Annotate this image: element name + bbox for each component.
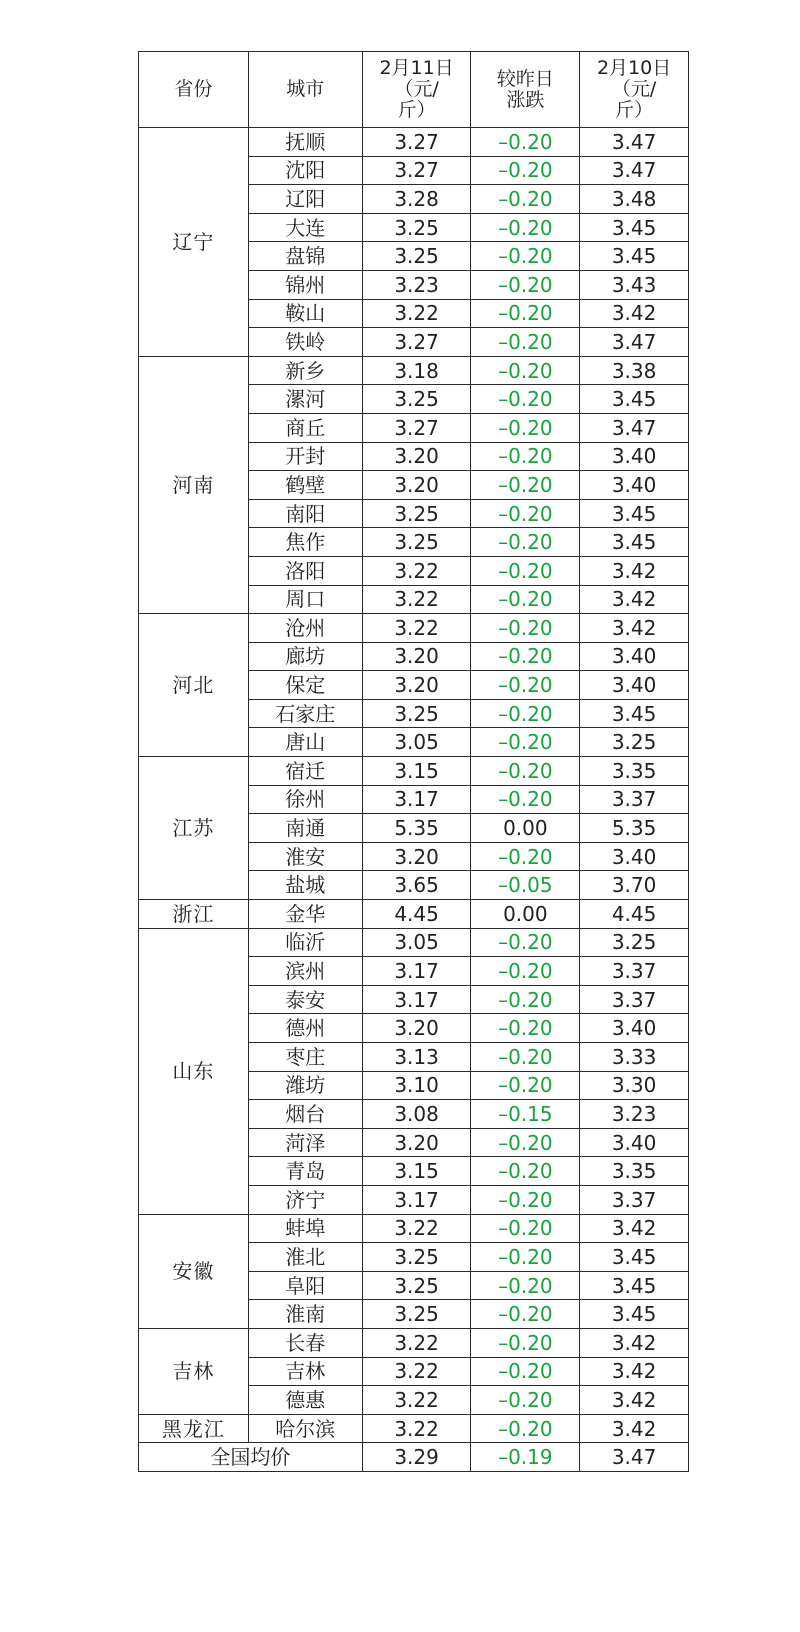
price-feb10-cell: 3.40 bbox=[580, 642, 689, 671]
price-feb11-cell: 3.25 bbox=[362, 242, 471, 271]
price-feb11-cell: 3.17 bbox=[362, 1185, 471, 1214]
national-average-label: 全国均价 bbox=[139, 1443, 363, 1472]
table-row bbox=[139, 614, 689, 643]
change-cell: –0.20 bbox=[471, 757, 580, 786]
price-feb10-cell: 3.45 bbox=[580, 499, 689, 528]
city-cell: 新乡 bbox=[248, 356, 362, 385]
price-feb10-cell: 3.42 bbox=[580, 585, 689, 614]
price-feb10-cell: 3.42 bbox=[580, 1214, 689, 1243]
table-header bbox=[139, 52, 689, 128]
city-cell: 蚌埠 bbox=[248, 1214, 362, 1243]
province-cell: 辽宁 bbox=[139, 128, 249, 357]
price-feb10-cell: 3.42 bbox=[580, 614, 689, 643]
price-feb11-cell: 3.65 bbox=[362, 871, 471, 900]
price-feb10-cell: 3.47 bbox=[580, 156, 689, 185]
table-body bbox=[139, 128, 689, 1443]
change-cell: –0.20 bbox=[471, 842, 580, 871]
city-cell: 滨州 bbox=[248, 957, 362, 986]
change-cell: –0.20 bbox=[471, 728, 580, 757]
table-row bbox=[139, 1214, 689, 1243]
province-cell: 安徽 bbox=[139, 1214, 249, 1328]
change-cell: –0.20 bbox=[471, 242, 580, 271]
price-feb11-cell: 3.22 bbox=[362, 556, 471, 585]
change-cell: –0.05 bbox=[471, 871, 580, 900]
table-row bbox=[139, 900, 689, 929]
change-cell: –0.20 bbox=[471, 1328, 580, 1357]
city-cell: 济宁 bbox=[248, 1185, 362, 1214]
header-price-feb11: 2月11日 （元/ 斤） bbox=[362, 52, 471, 128]
city-cell: 锦州 bbox=[248, 270, 362, 299]
price-feb11-cell: 3.20 bbox=[362, 842, 471, 871]
city-cell: 临沂 bbox=[248, 928, 362, 957]
city-cell: 开封 bbox=[248, 442, 362, 471]
change-cell: –0.20 bbox=[471, 1214, 580, 1243]
price-feb10-cell: 3.45 bbox=[580, 1300, 689, 1329]
price-table bbox=[138, 51, 689, 1472]
city-cell: 长春 bbox=[248, 1328, 362, 1357]
price-feb11-cell: 3.25 bbox=[362, 1243, 471, 1272]
national-average-change: –0.19 bbox=[471, 1443, 580, 1472]
change-cell: –0.20 bbox=[471, 928, 580, 957]
change-cell: –0.20 bbox=[471, 699, 580, 728]
price-feb10-cell: 3.35 bbox=[580, 1157, 689, 1186]
table-row bbox=[139, 1414, 689, 1443]
price-feb11-cell: 3.25 bbox=[362, 385, 471, 414]
city-cell: 潍坊 bbox=[248, 1071, 362, 1100]
header-row bbox=[139, 52, 689, 128]
city-cell: 商丘 bbox=[248, 413, 362, 442]
price-feb11-cell: 3.15 bbox=[362, 757, 471, 786]
city-cell: 宿迁 bbox=[248, 757, 362, 786]
price-feb10-cell: 3.45 bbox=[580, 528, 689, 557]
change-cell: –0.20 bbox=[471, 785, 580, 814]
city-cell: 漯河 bbox=[248, 385, 362, 414]
table-row bbox=[139, 128, 689, 157]
price-feb11-cell: 3.10 bbox=[362, 1071, 471, 1100]
change-cell: –0.20 bbox=[471, 156, 580, 185]
price-feb11-cell: 3.17 bbox=[362, 985, 471, 1014]
change-cell: –0.20 bbox=[471, 1357, 580, 1386]
price-feb10-cell: 3.25 bbox=[580, 728, 689, 757]
city-cell: 廊坊 bbox=[248, 642, 362, 671]
change-cell: –0.20 bbox=[471, 185, 580, 214]
table-footer bbox=[139, 1443, 689, 1472]
price-feb10-cell: 3.40 bbox=[580, 842, 689, 871]
price-feb11-cell: 4.45 bbox=[362, 900, 471, 929]
national-average-row bbox=[139, 1443, 689, 1472]
price-feb11-cell: 3.23 bbox=[362, 270, 471, 299]
table-row bbox=[139, 1328, 689, 1357]
price-feb11-cell: 3.17 bbox=[362, 785, 471, 814]
national-average-price-feb11: 3.29 bbox=[362, 1443, 471, 1472]
city-cell: 泰安 bbox=[248, 985, 362, 1014]
change-cell: –0.20 bbox=[471, 642, 580, 671]
price-feb11-cell: 3.22 bbox=[362, 1386, 471, 1415]
price-feb10-cell: 3.37 bbox=[580, 985, 689, 1014]
change-cell: 0.00 bbox=[471, 814, 580, 843]
change-cell: –0.20 bbox=[471, 1043, 580, 1072]
city-cell: 沧州 bbox=[248, 614, 362, 643]
change-cell: –0.20 bbox=[471, 556, 580, 585]
price-feb10-cell: 4.45 bbox=[580, 900, 689, 929]
price-feb10-cell: 3.30 bbox=[580, 1071, 689, 1100]
change-cell: –0.20 bbox=[471, 528, 580, 557]
city-cell: 南阳 bbox=[248, 499, 362, 528]
table-row bbox=[139, 928, 689, 957]
city-cell: 青岛 bbox=[248, 1157, 362, 1186]
change-cell: –0.20 bbox=[471, 1386, 580, 1415]
province-cell: 江苏 bbox=[139, 757, 249, 900]
header-price-feb10: 2月10日 （元/ 斤） bbox=[580, 52, 689, 128]
change-cell: –0.20 bbox=[471, 957, 580, 986]
price-feb11-cell: 3.20 bbox=[362, 642, 471, 671]
price-feb10-cell: 3.33 bbox=[580, 1043, 689, 1072]
price-feb10-cell: 3.48 bbox=[580, 185, 689, 214]
city-cell: 周口 bbox=[248, 585, 362, 614]
province-cell: 河北 bbox=[139, 614, 249, 757]
price-feb10-cell: 3.35 bbox=[580, 757, 689, 786]
change-cell: –0.20 bbox=[471, 413, 580, 442]
price-feb10-cell: 3.40 bbox=[580, 1128, 689, 1157]
change-cell: –0.20 bbox=[471, 356, 580, 385]
price-feb11-cell: 3.27 bbox=[362, 413, 471, 442]
price-feb11-cell: 3.22 bbox=[362, 1414, 471, 1443]
change-cell: –0.20 bbox=[471, 614, 580, 643]
price-feb11-cell: 3.22 bbox=[362, 1214, 471, 1243]
price-feb10-cell: 3.42 bbox=[580, 556, 689, 585]
change-cell: –0.20 bbox=[471, 1243, 580, 1272]
province-cell: 山东 bbox=[139, 928, 249, 1214]
change-cell: –0.20 bbox=[471, 671, 580, 700]
price-feb11-cell: 3.20 bbox=[362, 1014, 471, 1043]
city-cell: 淮安 bbox=[248, 842, 362, 871]
city-cell: 抚顺 bbox=[248, 128, 362, 157]
price-feb11-cell: 3.28 bbox=[362, 185, 471, 214]
price-feb11-cell: 3.22 bbox=[362, 585, 471, 614]
price-feb11-cell: 3.25 bbox=[362, 499, 471, 528]
price-feb10-cell: 3.45 bbox=[580, 385, 689, 414]
city-cell: 南通 bbox=[248, 814, 362, 843]
city-cell: 洛阳 bbox=[248, 556, 362, 585]
change-cell: –0.20 bbox=[471, 499, 580, 528]
change-cell: –0.20 bbox=[471, 471, 580, 500]
price-feb10-cell: 5.35 bbox=[580, 814, 689, 843]
change-cell: –0.20 bbox=[471, 585, 580, 614]
price-feb10-cell: 3.42 bbox=[580, 1357, 689, 1386]
city-cell: 保定 bbox=[248, 671, 362, 700]
change-cell: 0.00 bbox=[471, 900, 580, 929]
change-cell: –0.20 bbox=[471, 1128, 580, 1157]
change-cell: –0.20 bbox=[471, 299, 580, 328]
change-cell: –0.20 bbox=[471, 1071, 580, 1100]
price-feb10-cell: 3.40 bbox=[580, 1014, 689, 1043]
change-cell: –0.15 bbox=[471, 1100, 580, 1129]
change-cell: –0.20 bbox=[471, 1300, 580, 1329]
city-cell: 枣庄 bbox=[248, 1043, 362, 1072]
price-feb11-cell: 3.22 bbox=[362, 1328, 471, 1357]
province-cell: 浙江 bbox=[139, 900, 249, 929]
price-feb11-cell: 3.25 bbox=[362, 1300, 471, 1329]
price-feb10-cell: 3.42 bbox=[580, 1328, 689, 1357]
price-feb10-cell: 3.38 bbox=[580, 356, 689, 385]
city-cell: 金华 bbox=[248, 900, 362, 929]
price-feb10-cell: 3.45 bbox=[580, 213, 689, 242]
city-cell: 辽阳 bbox=[248, 185, 362, 214]
price-feb11-cell: 3.20 bbox=[362, 471, 471, 500]
table-row bbox=[139, 356, 689, 385]
change-cell: –0.20 bbox=[471, 385, 580, 414]
change-cell: –0.20 bbox=[471, 1014, 580, 1043]
city-cell: 铁岭 bbox=[248, 328, 362, 357]
price-feb10-cell: 3.45 bbox=[580, 1271, 689, 1300]
city-cell: 烟台 bbox=[248, 1100, 362, 1129]
price-feb11-cell: 3.20 bbox=[362, 671, 471, 700]
city-cell: 焦作 bbox=[248, 528, 362, 557]
price-feb10-cell: 3.37 bbox=[580, 1185, 689, 1214]
price-feb11-cell: 3.22 bbox=[362, 614, 471, 643]
price-feb10-cell: 3.45 bbox=[580, 699, 689, 728]
price-feb11-cell: 5.35 bbox=[362, 814, 471, 843]
price-feb11-cell: 3.08 bbox=[362, 1100, 471, 1129]
price-feb10-cell: 3.45 bbox=[580, 1243, 689, 1272]
city-cell: 菏泽 bbox=[248, 1128, 362, 1157]
price-feb10-cell: 3.40 bbox=[580, 442, 689, 471]
city-cell: 鞍山 bbox=[248, 299, 362, 328]
city-cell: 盘锦 bbox=[248, 242, 362, 271]
table-row bbox=[139, 757, 689, 786]
price-feb10-cell: 3.45 bbox=[580, 242, 689, 271]
price-feb11-cell: 3.05 bbox=[362, 928, 471, 957]
price-feb11-cell: 3.25 bbox=[362, 699, 471, 728]
price-feb10-cell: 3.37 bbox=[580, 785, 689, 814]
change-cell: –0.20 bbox=[471, 1185, 580, 1214]
price-feb10-cell: 3.47 bbox=[580, 328, 689, 357]
city-cell: 盐城 bbox=[248, 871, 362, 900]
city-cell: 淮北 bbox=[248, 1243, 362, 1272]
price-feb10-cell: 3.70 bbox=[580, 871, 689, 900]
change-cell: –0.20 bbox=[471, 328, 580, 357]
price-feb11-cell: 3.13 bbox=[362, 1043, 471, 1072]
change-cell: –0.20 bbox=[471, 1271, 580, 1300]
price-feb11-cell: 3.25 bbox=[362, 528, 471, 557]
price-feb10-cell: 3.42 bbox=[580, 1414, 689, 1443]
change-cell: –0.20 bbox=[471, 213, 580, 242]
change-cell: –0.20 bbox=[471, 985, 580, 1014]
price-feb11-cell: 3.05 bbox=[362, 728, 471, 757]
price-feb11-cell: 3.25 bbox=[362, 213, 471, 242]
city-cell: 吉林 bbox=[248, 1357, 362, 1386]
change-cell: –0.20 bbox=[471, 1157, 580, 1186]
city-cell: 鹤壁 bbox=[248, 471, 362, 500]
city-cell: 大连 bbox=[248, 213, 362, 242]
province-cell: 黑龙江 bbox=[139, 1414, 249, 1443]
province-cell: 吉林 bbox=[139, 1328, 249, 1414]
price-feb11-cell: 3.20 bbox=[362, 1128, 471, 1157]
price-feb11-cell: 3.15 bbox=[362, 1157, 471, 1186]
price-feb11-cell: 3.25 bbox=[362, 1271, 471, 1300]
price-feb10-cell: 3.42 bbox=[580, 299, 689, 328]
city-cell: 沈阳 bbox=[248, 156, 362, 185]
price-feb11-cell: 3.20 bbox=[362, 442, 471, 471]
city-cell: 德惠 bbox=[248, 1386, 362, 1415]
change-cell: –0.20 bbox=[471, 1414, 580, 1443]
price-feb10-cell: 3.40 bbox=[580, 671, 689, 700]
price-feb10-cell: 3.42 bbox=[580, 1386, 689, 1415]
price-feb11-cell: 3.22 bbox=[362, 1357, 471, 1386]
price-feb10-cell: 3.25 bbox=[580, 928, 689, 957]
change-cell: –0.20 bbox=[471, 270, 580, 299]
price-feb10-cell: 3.37 bbox=[580, 957, 689, 986]
city-cell: 唐山 bbox=[248, 728, 362, 757]
price-feb11-cell: 3.27 bbox=[362, 328, 471, 357]
price-feb11-cell: 3.22 bbox=[362, 299, 471, 328]
city-cell: 石家庄 bbox=[248, 699, 362, 728]
price-feb11-cell: 3.17 bbox=[362, 957, 471, 986]
change-cell: –0.20 bbox=[471, 442, 580, 471]
city-cell: 德州 bbox=[248, 1014, 362, 1043]
price-feb11-cell: 3.27 bbox=[362, 156, 471, 185]
province-cell: 河南 bbox=[139, 356, 249, 613]
price-feb10-cell: 3.40 bbox=[580, 471, 689, 500]
price-feb10-cell: 3.43 bbox=[580, 270, 689, 299]
price-feb11-cell: 3.18 bbox=[362, 356, 471, 385]
header-province: 省份 bbox=[139, 52, 249, 128]
change-cell: –0.20 bbox=[471, 128, 580, 157]
national-average-price-feb10: 3.47 bbox=[580, 1443, 689, 1472]
header-city: 城市 bbox=[248, 52, 362, 128]
city-cell: 哈尔滨 bbox=[248, 1414, 362, 1443]
price-feb10-cell: 3.47 bbox=[580, 128, 689, 157]
price-feb11-cell: 3.27 bbox=[362, 128, 471, 157]
price-feb10-cell: 3.23 bbox=[580, 1100, 689, 1129]
city-cell: 阜阳 bbox=[248, 1271, 362, 1300]
price-feb10-cell: 3.47 bbox=[580, 413, 689, 442]
city-cell: 徐州 bbox=[248, 785, 362, 814]
city-cell: 淮南 bbox=[248, 1300, 362, 1329]
header-change: 较昨日 涨跌 bbox=[471, 52, 580, 128]
